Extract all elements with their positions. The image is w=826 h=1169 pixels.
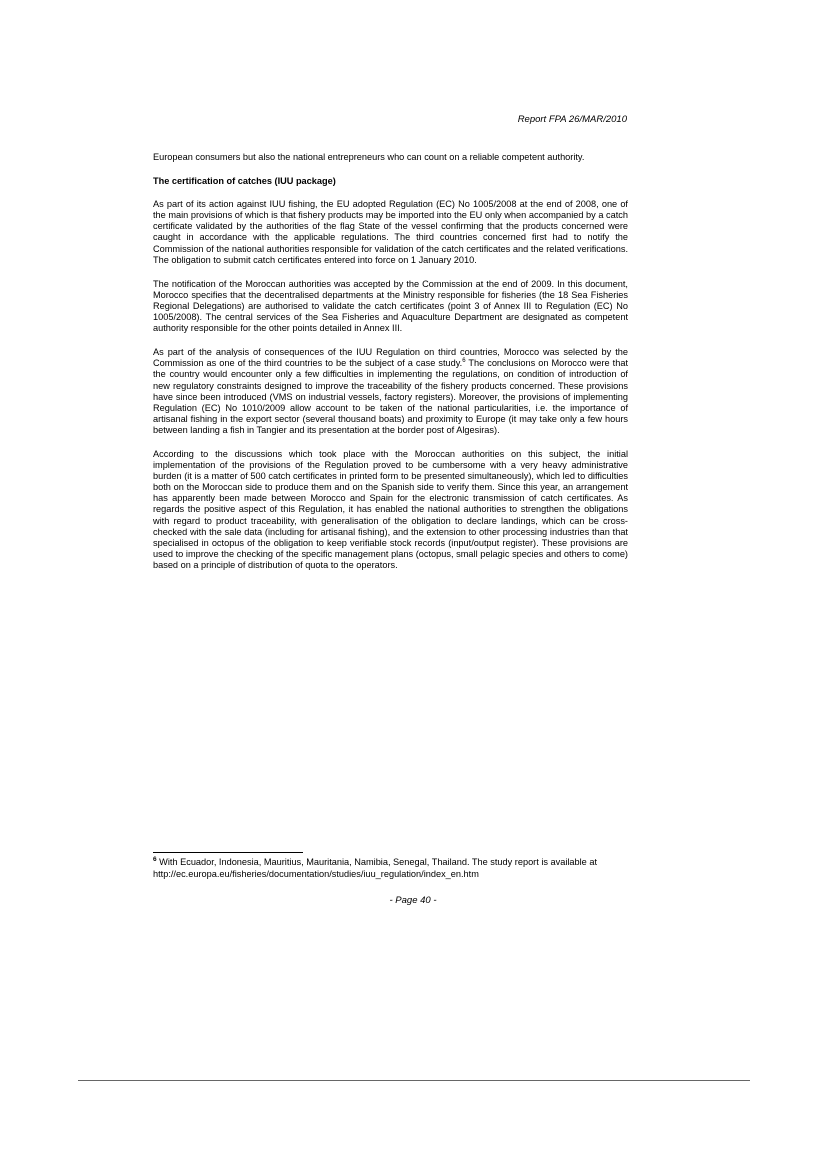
paragraph-intro: European consumers but also the national entrepreneurs who can count on a reliable competent authority.	[153, 152, 585, 162]
footnote	[153, 856, 633, 880]
paragraph-discussions: According to the discussions which took place with the Moroccan authorities on this subject, the initial implementation of the provisions of the Regulation proved to be cumbersome with a very heavy administrative burden (it is a matter of 500 catch certificates in printed form to be presented simultaneously), which led to difficulties both on the Moroccan side to produce them and on the Spanish side to verify them. Since this year, an arrangement has apparently been made between Morocco and Spain for the electronic transmission of catch certificates. As regards the positive aspect of this Regulation, it has enabled the national authorities to strengthen the obligations with regard to product traceability, with generalisation of the obligation to declare landings, which can be cross-checked with the sale data (including for artisanal fishing), and the extension to other processing industries than that specialised in octopus of the obligation to keep verifiable stock records (input/output register). These provisions are used to improve the checking of the specific management plans (octopus, small pelagic species and others to come) based on a principle of distribution of quota to the operators.	[153, 448, 628, 570]
page-number: - Page 40 -	[389, 895, 437, 906]
paragraph-regulation: As part of its action against IUU fishing, the EU adopted Regulation (EC) No 1005/2008 at the end of 2008, one of the main provisions of which is that fishery products may be imported into the EU only when accompanied by a catch certificate validated by the authorities of the flag State of the vessel confirming that the products concerned were caught in accordance with the applicable regulations. The third countries concerned first had to notify the Commission of the national authorities responsible for validation of the catch certificates and the related verifications. The obligation to submit catch certificates entered into force on 1 January 2010.	[153, 199, 628, 265]
footnote-text: With Ecuador, Indonesia, Mauritius, Mauritania, Namibia, Senegal, Thailand. The study report is available at http://ec.europa.eu/fisheries/documentation/studies/iuu_regulation/index_en.htm	[153, 857, 598, 879]
case-study-text-end: The conclusions on Morocco were that the country would encounter only a few difficulties in implementing the regulations, on condition of introduction of new regulatory constraints designed to improve the traceability of the fishery products concerned. These provisions have since been introduced (VMS on industrial vessels, factory registers). Moreover, the provisions of implementing Regulation (EC) No 1010/2009 allow account to be taken of the national particularities, i.e. the importance of artisanal fishing in the export sector (several thousand boats) and proximity to Europe (it may take only a few hours between landing a fish in Tangier and its presentation at the border post of Algesiras).	[153, 358, 628, 435]
footnote-separator	[153, 852, 303, 853]
footnote-reference[interactable]: 6	[462, 358, 466, 365]
paragraph-notification: The notification of the Moroccan authorities was accepted by the Commission at the end of 2009. In this document, Morocco specifies that the decentralised departments at the Ministry responsible for fisheries (the 18 Sea Fisheries Regional Delegations) are authorised to validate the catch certificates (point 3 of Annex III to Regulation (EC) No 1005/2008). The central services of the Sea Fisheries and Aquaculture Department are designated as competent authority responsible for the other points detailed in Annex III.	[153, 278, 628, 334]
section-heading: The certification of catches (IUU package)	[153, 176, 336, 187]
report-reference: Report FPA 26/MAR/2010	[517, 114, 627, 125]
paragraph-case-study	[153, 347, 628, 436]
case-study-text-start: As part of the analysis of consequences of the IUU Regulation on third countries, Morocco was selected by the Commission as one of the third countries to be the subject of a case study.	[153, 347, 628, 369]
footnote-number: 6	[153, 855, 157, 863]
page-bottom-divider	[78, 1080, 750, 1081]
document-body	[153, 152, 628, 584]
